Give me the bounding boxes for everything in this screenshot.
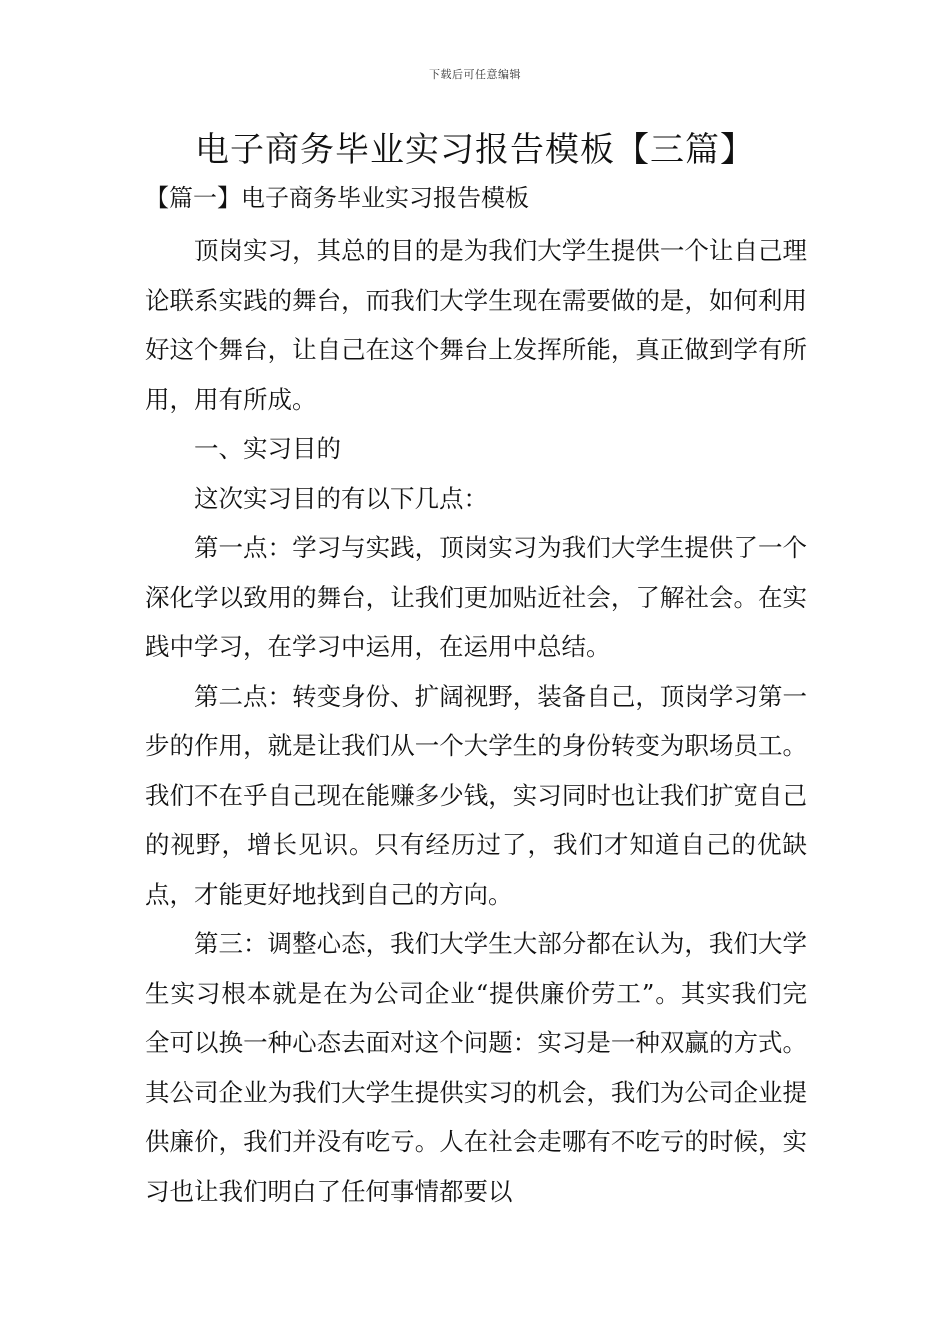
paragraph-point-three: 第三：调整心态，我们大学生大部分都在认为，我们大学生实习根本就是在为公司企业“提供廉价劳工”。其实我们完全可以换一种心态去面对这个问题：实习是一种双赢的方式。其公司企业为我们大学生提供实习的机会，我们为公司企业提供廉价，我们并没有吃亏。人在社会走哪有不吃亏的时候，实习也让我们明白了任何事情都要以 [145,929,807,1206]
subheading-purpose: 一、实习目的 [194,434,341,463]
paragraph-intro: 顶岗实习，其总的目的是为我们大学生提供一个让自己理论联系实践的舞台，而我们大学生现在需要做的是，如何利用好这个舞台，让自己在这个舞台上发挥所能，真正做到学有所用，用有所成。 [145,236,807,414]
paragraph-purpose-lead: 这次实习目的有以下几点： [194,483,488,513]
document-title: 电子商务毕业实习报告模板【三篇】 [195,130,755,170]
document-body [145,226,807,1216]
paragraph-point-two: 第二点：转变身份、扩阔视野，装备自己，顶岗学习第一步的作用，就是让我们从一个大学生的身份转变为职场员工。我们不在乎自己现在能赚多少钱，实习同时也让我们扩宽自己的视野，增长见识。只有经历过了，我们才知道自己的优缺点，才能更好地找到自己的方向。 [145,681,807,909]
header-note: 下载后可任意编辑 [429,68,521,81]
section-heading: 【篇一】电子商务毕业实习报告模板 [145,184,529,212]
paragraph-point-one: 第一点：学习与实践，顶岗实习为我们大学生提供了一个深化学以致用的舞台，让我们更加贴近社会，了解社会。在实践中学习，在学习中运用，在运用中总结。 [145,533,807,661]
